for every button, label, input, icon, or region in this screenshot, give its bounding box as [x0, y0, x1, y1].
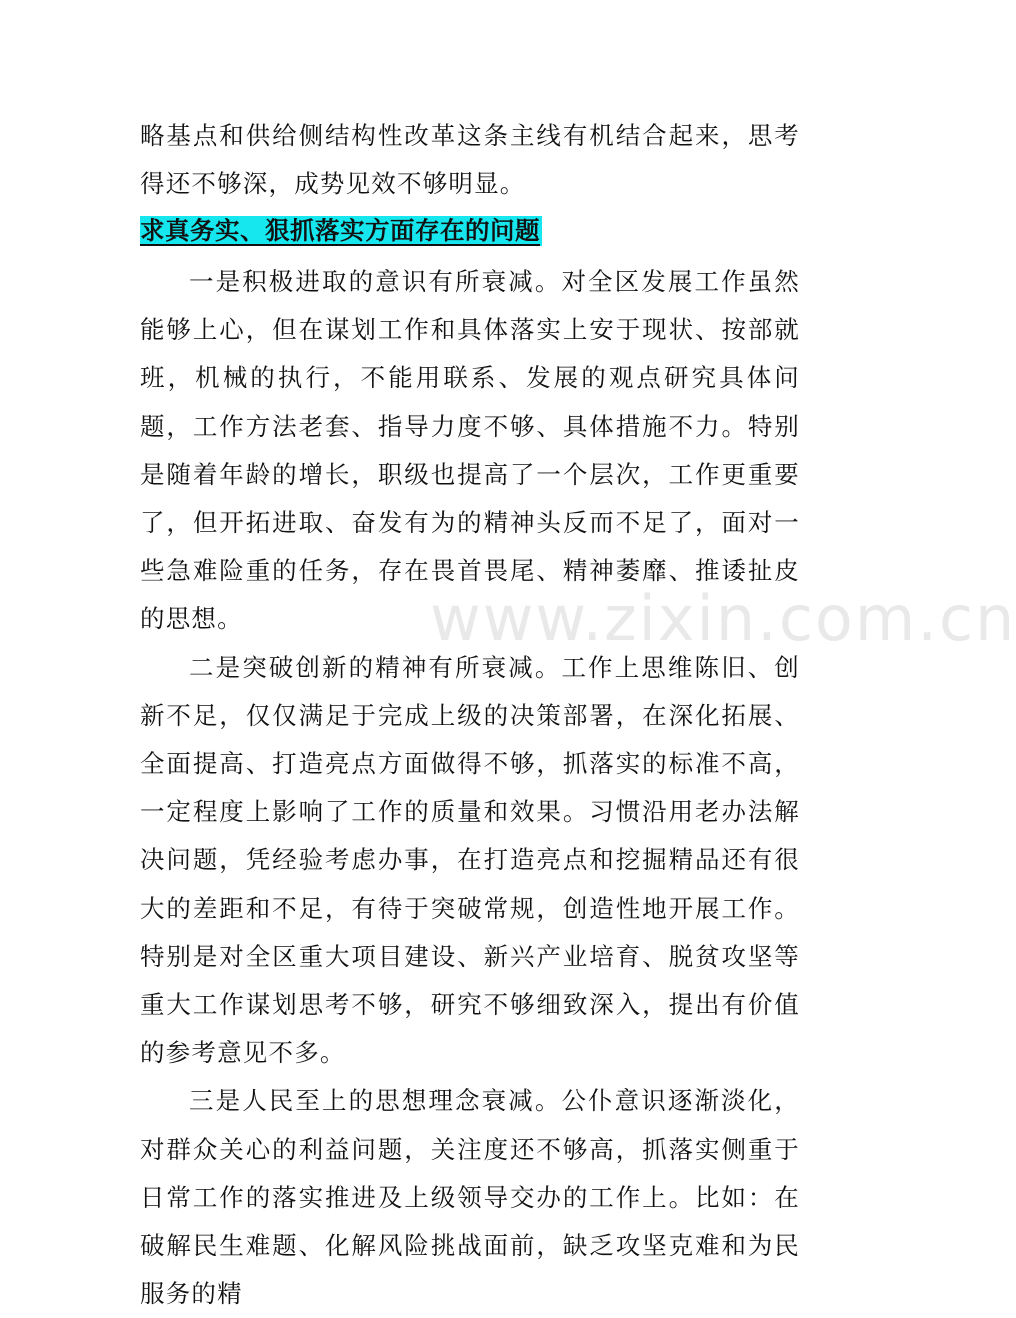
section-heading-text: 求真务实、狠抓落实方面存在的问题 [140, 216, 540, 245]
body-paragraphs [140, 258, 800, 1318]
intro-paragraph: 略基点和供给侧结构性改革这条主线有机结合起来，思考得还不够深，成势见效不够明显。 [140, 121, 800, 199]
paragraph-2: 二是突破创新的精神有所衰减。工作上思维陈旧、创新不足，仅仅满足于完成上级的决策部署，在深化拓展、全面提高、打造亮点方面做得不够，抓落实的标准不高，一定程度上影响了工作的质量和效果。习惯沿用老办法解决问题，凭经验考虑办事，在打造亮点和挖掘精品还有很大的差距和不足，有待于突破常规，创造性地开展工作。特别是对全区重大项目建设、新兴产业培育、脱贫攻坚等重大工作谋划思考不够，研究不够细致深入，提出有价值的参考意见不多。 [140, 652, 800, 1068]
paragraph-1: 一是积极进取的意识有所衰减。对全区发展工作虽然能够上心，但在谋划工作和具体落实上安于现状、按部就班，机械的执行，不能用联系、发展的观点研究具体问题，工作方法老套、指导力度不够、具体措施不力。特别是随着年龄的增长，职级也提高了一个层次，工作更重要了，但开拓进取、奋发有为的精神头反而不足了，面对一些急难险重的任务，存在畏首畏尾、精神萎靡、推诿扯皮的思想。 [140, 267, 800, 634]
watermark-text: www.zixin.com.cn [430, 582, 1016, 655]
section-heading [140, 212, 542, 250]
paragraph-3: 三是人民至上的思想理念衰减。公仆意识逐渐淡化，对群众关心的利益问题，关注度还不够高，抓落实侧重于日常工作的落实推进及上级领导交办的工作上。比如：在破解民生难题、化解风险挑战面前，缺乏攻坚克难和为民服务的精 [140, 1086, 800, 1309]
